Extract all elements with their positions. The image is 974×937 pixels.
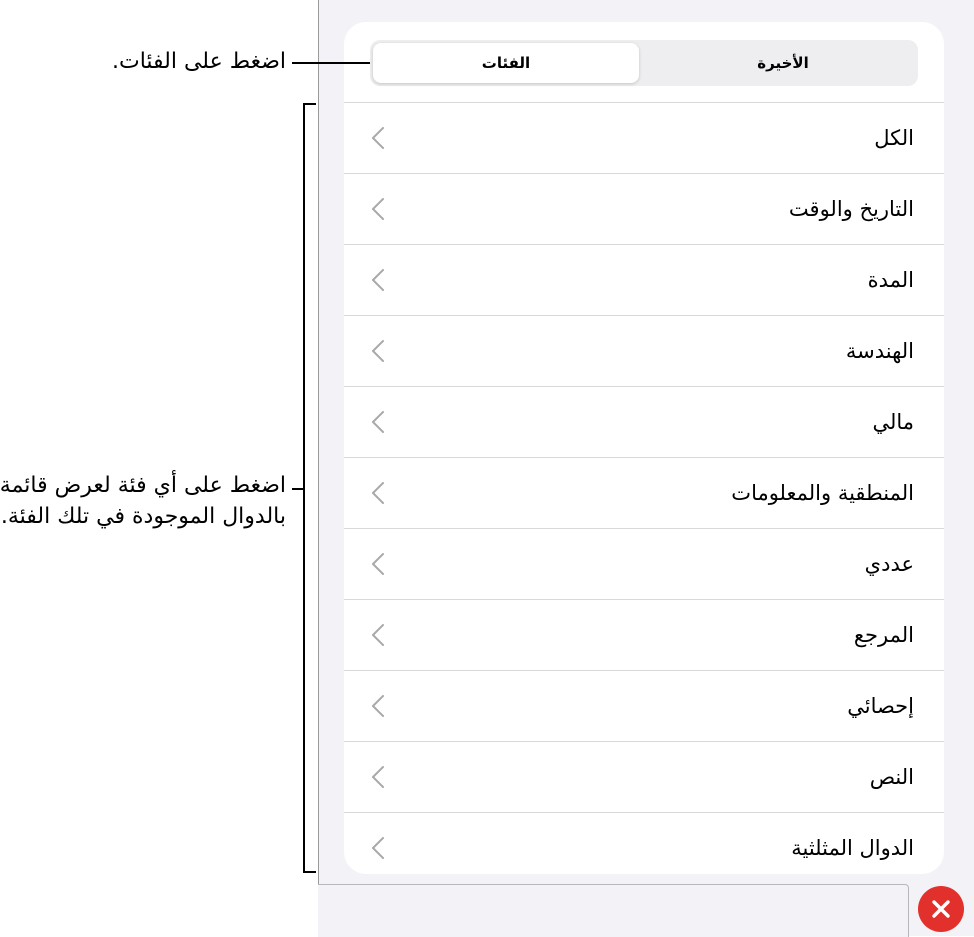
category-row-reference[interactable]	[344, 599, 944, 670]
formula-input-field[interactable]	[318, 884, 909, 937]
segmented-control	[370, 40, 918, 86]
category-row-statistical[interactable]	[344, 670, 944, 741]
category-label: المرجع	[853, 623, 914, 647]
chevron-left-icon	[370, 267, 386, 293]
category-row-trigonometric[interactable]	[344, 812, 944, 874]
chevron-left-icon	[370, 480, 386, 506]
callout-leader-line	[292, 488, 304, 490]
chevron-left-icon	[370, 551, 386, 577]
callout-tap-categories: اضغط على الفئات.	[111, 49, 286, 74]
category-label: النص	[869, 765, 914, 789]
callout-bracket-bottom	[303, 871, 316, 873]
tab-recent[interactable]: الأخيرة	[757, 54, 809, 72]
category-label: إحصائي	[847, 694, 914, 718]
category-label: الدوال المثلثية	[791, 836, 914, 860]
function-browser-popover	[344, 22, 944, 874]
category-row-engineering[interactable]	[344, 315, 944, 386]
close-icon	[931, 899, 951, 919]
category-row-numeric[interactable]	[344, 528, 944, 599]
chevron-left-icon	[370, 835, 386, 861]
chevron-left-icon	[370, 409, 386, 435]
category-label: المنطقية والمعلومات	[731, 481, 914, 505]
category-row-logical-info[interactable]	[344, 457, 944, 528]
category-label: عددي	[864, 552, 914, 576]
callout-tap-any-category: اضغط على أي فئة لعرض قائمة بالدوال الموجودة في تلك الفئة.	[0, 473, 286, 529]
category-row-all[interactable]	[344, 102, 944, 173]
chevron-left-icon	[370, 125, 386, 151]
chevron-left-icon	[370, 693, 386, 719]
chevron-left-icon	[370, 622, 386, 648]
tab-categories[interactable]: الفئات	[373, 43, 639, 83]
category-row-duration[interactable]	[344, 244, 944, 315]
callout-bracket-top	[303, 103, 316, 105]
category-row-financial[interactable]	[344, 386, 944, 457]
close-button[interactable]	[918, 886, 964, 932]
category-label: التاريخ والوقت	[788, 197, 914, 221]
category-row-text[interactable]	[344, 741, 944, 812]
category-label: الكل	[874, 126, 914, 150]
category-label: مالي	[872, 410, 914, 434]
callout-leader-line	[292, 62, 370, 64]
category-label: الهندسة	[845, 339, 914, 363]
category-label: المدة	[867, 268, 914, 292]
chevron-left-icon	[370, 196, 386, 222]
chevron-left-icon	[370, 338, 386, 364]
category-row-date-time[interactable]	[344, 173, 944, 244]
category-list	[344, 102, 944, 874]
chevron-left-icon	[370, 764, 386, 790]
